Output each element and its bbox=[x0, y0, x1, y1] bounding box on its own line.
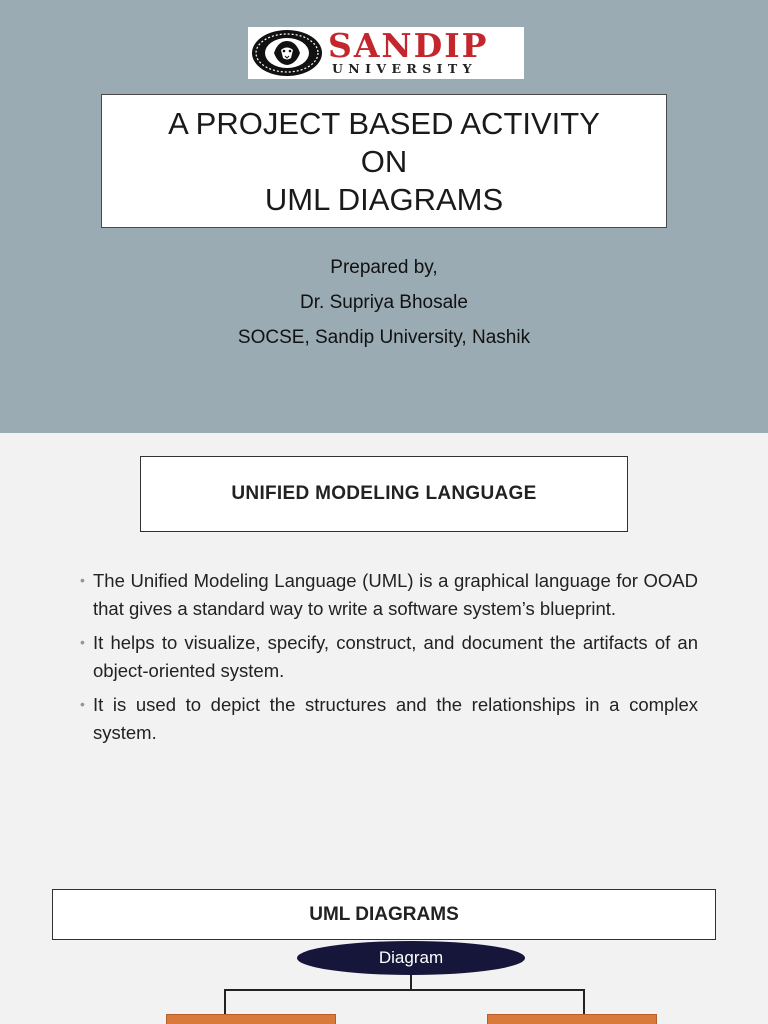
prepared-by-label: Prepared by, bbox=[330, 257, 438, 278]
logo-sub-text: UNIVERSITY bbox=[332, 61, 477, 76]
author-name: Dr. Supriya Bhosale bbox=[300, 292, 468, 313]
title-line-2: ON bbox=[360, 144, 408, 179]
bullet-item: • It helps to visualize, specify, construct, and document the artifacts of an object-oriented system. bbox=[80, 629, 698, 684]
diagram-root-label: Diagram bbox=[378, 948, 444, 967]
diagram-child-node-right bbox=[487, 1014, 657, 1024]
bullet-icon: • bbox=[80, 696, 85, 712]
diagram-child-node-left bbox=[166, 1014, 336, 1024]
tree-connector-stem bbox=[410, 975, 412, 990]
lion-emblem-icon bbox=[250, 28, 324, 78]
bullet-icon: • bbox=[80, 572, 85, 588]
uml-heading: UNIFIED MODELING LANGUAGE bbox=[231, 483, 537, 504]
university-logo bbox=[248, 27, 524, 79]
bullet-icon: • bbox=[80, 634, 85, 650]
uml-diagrams-heading: UML DIAGRAMS bbox=[309, 903, 459, 925]
title-line-3: UML DIAGRAMS bbox=[264, 182, 504, 217]
prepared-by-block bbox=[0, 250, 768, 355]
title-line-1: A PROJECT BASED ACTIVITY bbox=[168, 106, 600, 141]
diagram-root-node bbox=[297, 941, 525, 975]
bullet-item: • The Unified Modeling Language (UML) is a graphical language for OOAD that gives a standard way to write a software system’s blueprint. bbox=[80, 567, 698, 622]
title-box bbox=[101, 94, 667, 228]
uml-bullet-list bbox=[80, 567, 698, 753]
author-affiliation: SOCSE, Sandip University, Nashik bbox=[237, 327, 531, 348]
uml-heading-box bbox=[140, 456, 628, 532]
logo-brand-text: SANDIP bbox=[328, 26, 489, 65]
title-slide bbox=[0, 0, 768, 433]
uml-diagrams-heading-box bbox=[52, 889, 716, 940]
bullet-item: • It is used to depict the structures and the relationships in a complex system. bbox=[80, 691, 698, 746]
